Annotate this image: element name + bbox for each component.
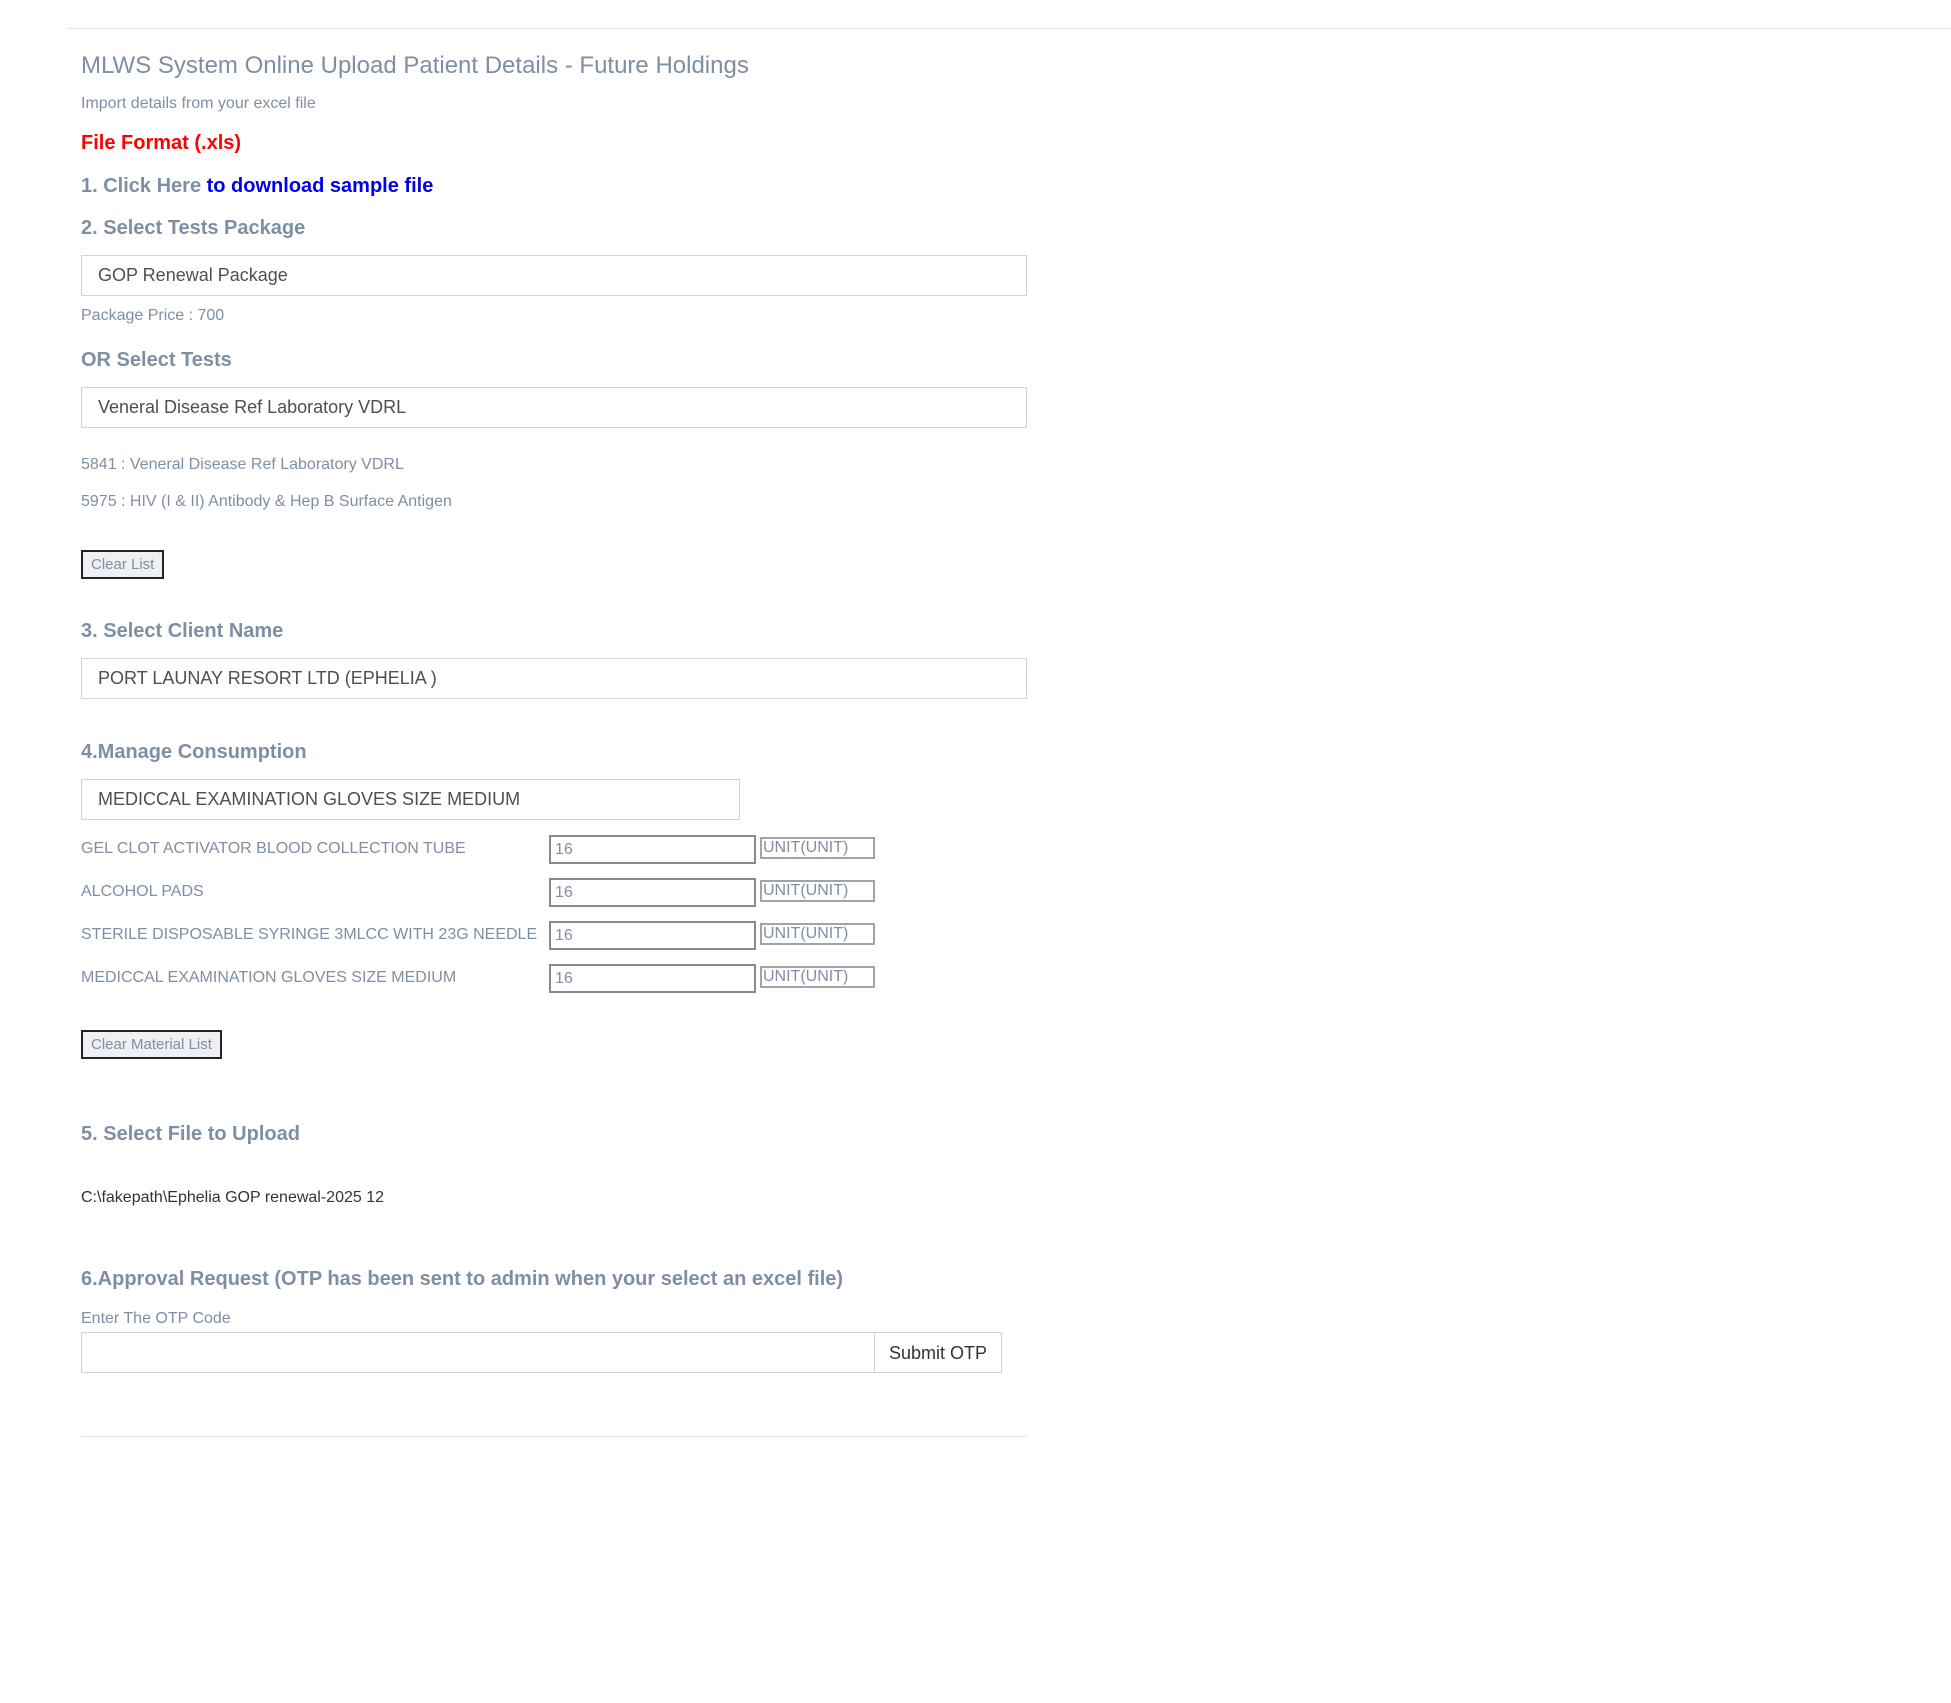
material-unit-select[interactable]: UNIT(UNIT) [760, 837, 875, 859]
material-name: STERILE DISPOSABLE SYRINGE 3MLCC WITH 23G NEEDLE [81, 926, 538, 943]
selected-test-item: 5841 : Veneral Disease Ref Laboratory VDRL [81, 456, 404, 473]
selected-test-item: 5975 : HIV (I & II) Antibody & Hep B Surface Antigen [81, 493, 452, 510]
material-select[interactable]: MEDICCAL EXAMINATION GLOVES SIZE MEDIUM [81, 779, 740, 820]
material-row [81, 878, 881, 908]
material-name: GEL CLOT ACTIVATOR BLOOD COLLECTION TUBE [81, 840, 466, 857]
step2-heading: 2. Select Tests Package [81, 217, 306, 239]
file-format-notice: File Format (.xls) [81, 132, 242, 154]
otp-label: Enter The OTP Code [81, 1310, 231, 1327]
client-select[interactable]: PORT LAUNAY RESORT LTD (EPHELIA ) [81, 658, 1027, 699]
or-tests-heading: OR Select Tests [81, 349, 232, 371]
material-unit-select[interactable]: UNIT(UNIT) [760, 966, 875, 988]
tests-select[interactable]: Veneral Disease Ref Laboratory VDRL [81, 387, 1027, 428]
material-row [81, 835, 881, 865]
material-unit-select[interactable]: UNIT(UNIT) [760, 923, 875, 945]
material-name: ALCOHOL PADS [81, 883, 204, 900]
step1-heading [81, 175, 433, 198]
submit-otp-button[interactable]: Submit OTP [874, 1332, 1002, 1373]
clear-material-list-button[interactable]: Clear Material List [81, 1030, 222, 1059]
step6-heading: 6.Approval Request (OTP has been sent to admin when your select an excel file) [81, 1268, 844, 1290]
material-qty-input[interactable] [549, 964, 756, 993]
download-sample-link[interactable]: to download sample file [206, 175, 434, 197]
material-row [81, 964, 881, 994]
material-qty-input[interactable] [549, 878, 756, 907]
material-name: MEDICCAL EXAMINATION GLOVES SIZE MEDIUM [81, 969, 457, 986]
step4-heading: 4.Manage Consumption [81, 741, 307, 763]
package-select[interactable]: GOP Renewal Package [81, 255, 1027, 296]
clear-list-button[interactable]: Clear List [81, 550, 164, 579]
bottom-divider [81, 1436, 1027, 1437]
step3-heading: 3. Select Client Name [81, 620, 284, 642]
page-subtitle: Import details from your excel file [81, 95, 316, 112]
package-price: Package Price : 700 [81, 307, 225, 324]
selected-file-path: C:\fakepath\Ephelia GOP renewal-2025 12 [81, 1189, 385, 1206]
step1-prefix: 1. Click Here [81, 175, 207, 197]
top-divider [68, 28, 1951, 29]
material-row [81, 921, 881, 951]
otp-input[interactable] [81, 1332, 875, 1373]
page-title: MLWS System Online Upload Patient Details - Future Holdings [81, 52, 749, 79]
step5-heading: 5. Select File to Upload [81, 1123, 300, 1145]
material-qty-input[interactable] [549, 921, 756, 950]
material-qty-input[interactable] [549, 835, 756, 864]
material-unit-select[interactable]: UNIT(UNIT) [760, 880, 875, 902]
